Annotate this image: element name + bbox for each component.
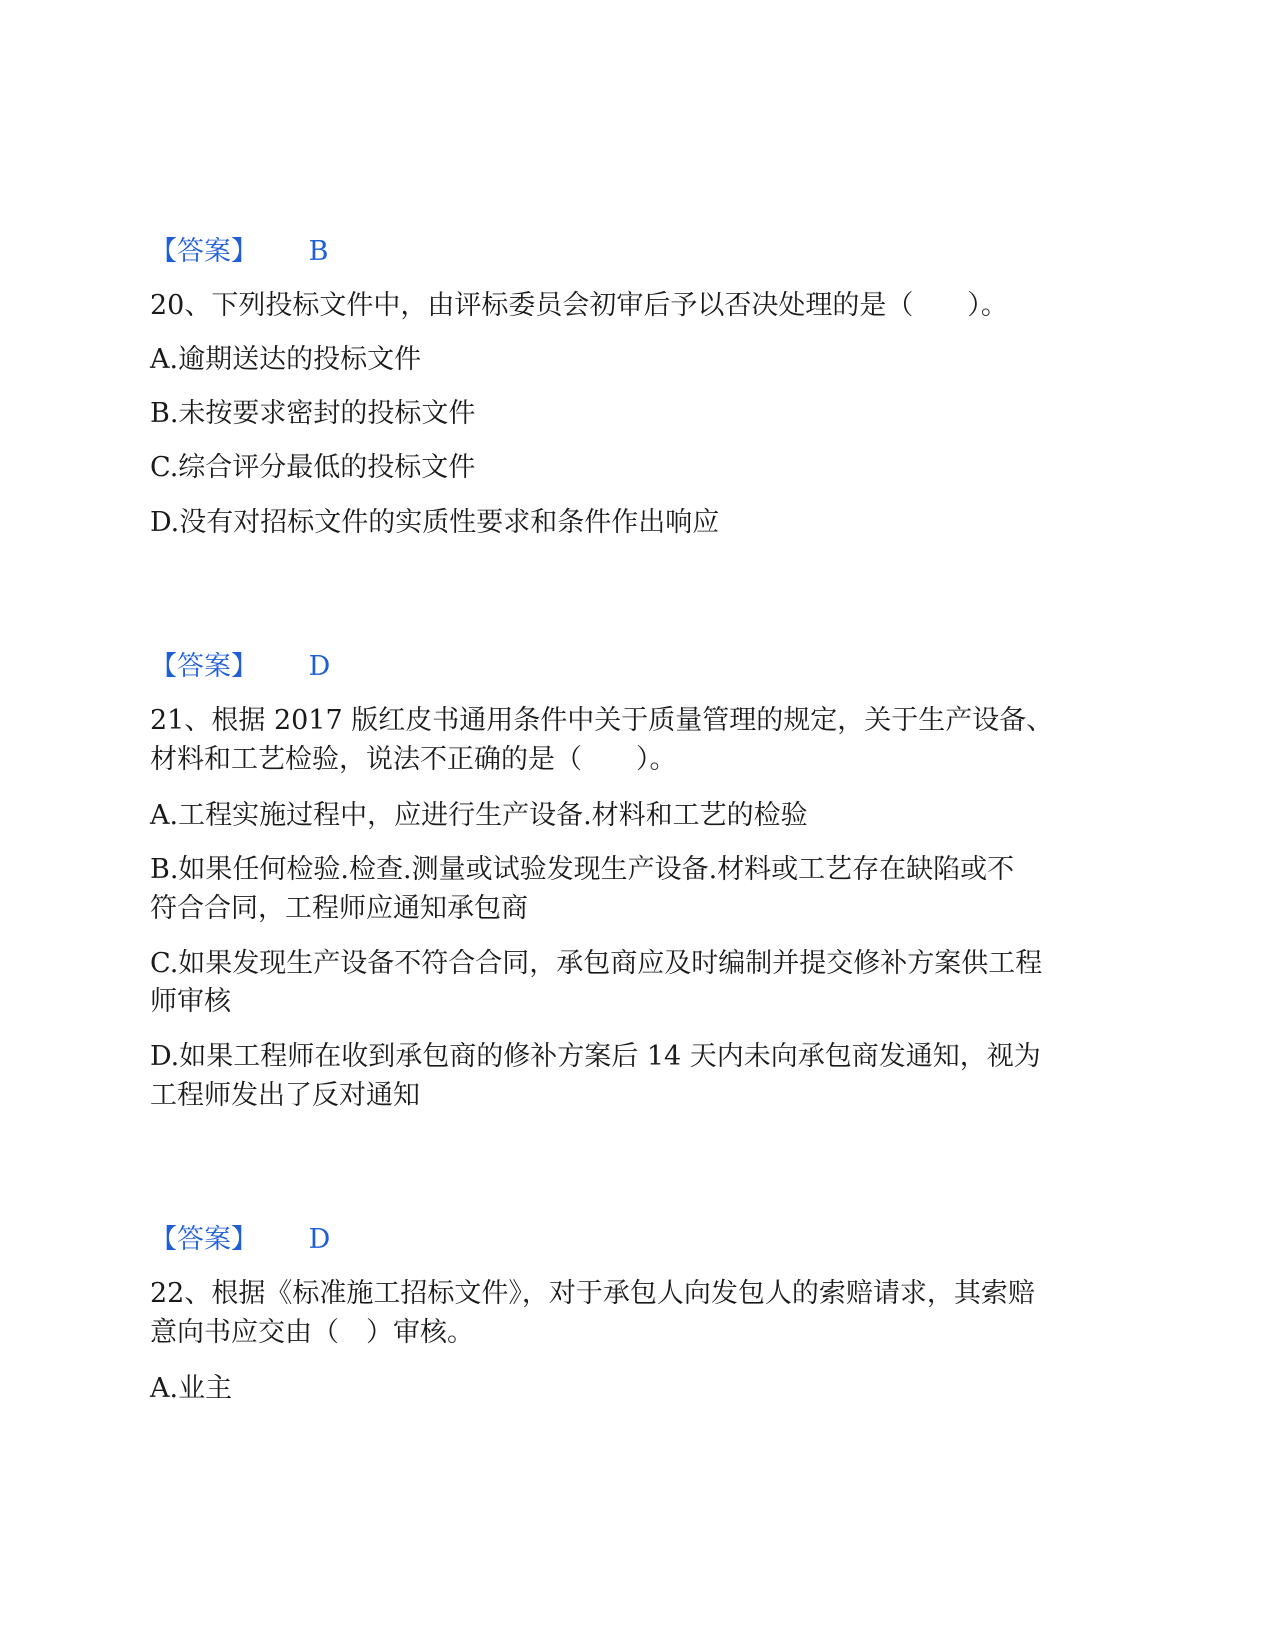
answer-row-21 xyxy=(150,1220,330,1260)
question-21-option-d-line-2: 工程师发出了反对通知 xyxy=(150,1080,420,1111)
answer-row-19 xyxy=(150,232,328,272)
question-20-text: 20、下列投标文件中，由评标委员会初审后予以否决处理的是（ ）。 xyxy=(150,290,1008,321)
question-20-option-d: D.没有对招标文件的实质性要求和条件作出响应 xyxy=(150,507,720,538)
question-22-option-a: A.业主 xyxy=(150,1373,233,1404)
question-20-option-c: C.综合评分最低的投标文件 xyxy=(150,452,476,483)
answer-label: 【答案】 xyxy=(150,1224,258,1255)
answer-label: 【答案】 xyxy=(150,651,258,682)
question-21-text-line-2: 材料和工艺检验，说法不正确的是（ ）。 xyxy=(150,744,677,775)
question-22-text-line-2: 意向书应交由（ ）审核。 xyxy=(150,1317,474,1348)
question-21-option-a: A.工程实施过程中，应进行生产设备.材料和工艺的检验 xyxy=(150,800,808,831)
question-21-option-b-line-2: 符合合同，工程师应通知承包商 xyxy=(150,893,528,924)
question-21-option-c-line-2: 师审核 xyxy=(150,986,231,1017)
answer-value: B xyxy=(308,236,329,267)
answer-value: D xyxy=(308,651,331,682)
answer-row-20 xyxy=(150,647,330,687)
question-21-option-d-line-1: D.如果工程师在收到承包商的修补方案后 14 天内未向承包商发通知，视为 xyxy=(150,1041,1041,1072)
question-21-option-c-line-1: C.如果发现生产设备不符合合同，承包商应及时编制并提交修补方案供工程 xyxy=(150,948,1043,979)
question-20-option-a: A.逾期送达的投标文件 xyxy=(150,344,422,375)
answer-label: 【答案】 xyxy=(150,236,258,267)
answer-value: D xyxy=(308,1224,331,1255)
question-20-option-b: B.未按要求密封的投标文件 xyxy=(150,398,476,429)
question-22-text-line-1: 22、根据《标准施工招标文件》，对于承包人向发包人的索赔请求，其索赔 xyxy=(150,1278,1035,1309)
question-21-option-b-line-1: B.如果任何检验.检查.测量或试验发现生产设备.材料或工艺存在缺陷或不 xyxy=(150,854,1015,885)
question-21-text-line-1: 21、根据 2017 版红皮书通用条件中关于质量管理的规定，关于生产设备、 xyxy=(150,705,1054,736)
